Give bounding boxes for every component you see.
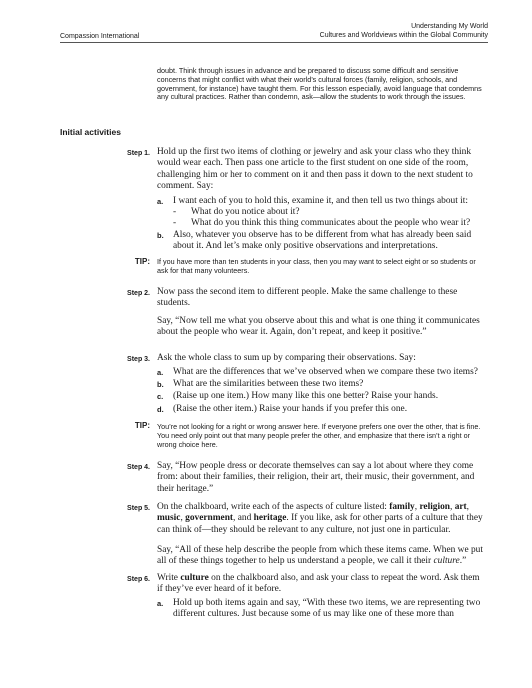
keyword-culture-bold: culture — [180, 573, 209, 583]
item-text: (Raise up one item.) How many like this one better? Raise your hands. — [173, 391, 439, 401]
item-text: What are the differences that we’ve observed when we compare these two items? — [173, 367, 478, 377]
header-organization: Compassion International — [60, 33, 140, 40]
step-6-text: Write culture on the chalkboard also, and ask your class to repeat the word. Ask them if they’ve ever heard of it before. — [157, 573, 480, 595]
item-letter: c. — [157, 392, 164, 401]
dash-text: What do you think this thing communicates about the people who wear it? — [191, 218, 471, 228]
tip-2-label: TIP: — [134, 421, 150, 430]
keyword-music: music — [157, 513, 181, 524]
intro-paragraph: doubt. Think through issues in advance and be prepared to discuss some difficult and sensitive concerns that might conflict with what their world’s cultural forces (family, religion, schools, and government, for instance) have taught them. For this lesson especially, avoid language that condemns any cultural practices. Rather than condemn, ask—allow the students to work through the issues. — [157, 66, 482, 102]
item-letter: d. — [157, 405, 164, 414]
item-text: Hold up both items again and say, “With these two items, we are representing two different cultures. Just because some of us may like one of these more than — [173, 598, 481, 620]
item-letter: b. — [157, 231, 164, 240]
step-6-label: Step 6. — [127, 576, 150, 583]
dash-text: What do you notice about it? — [191, 207, 300, 217]
step-1-text: Hold up the first two items of clothing or jewelry and ask your class who they think would wear each. Then pass one article to the first student on one side of the room, challenging him or her to comment on it and then pass it down to the next student to comment. Say: — [157, 147, 473, 192]
item-letter: a. — [157, 197, 164, 206]
header-title — [320, 23, 488, 40]
step-3-text: Ask the whole class to sum up by comparing their observations. Say: — [157, 353, 416, 363]
page-header — [60, 20, 488, 43]
step-4-text: Say, “How people dress or decorate themselves can say a lot about where they come from: about their families, their religion, their art, their music, their government, and their heritage.” — [157, 461, 475, 494]
keyword-religion: religion — [419, 502, 450, 512]
step-5-text: On the chalkboard, write each of the aspects of culture listed: family, religion, art, music, government, and heritage. If you like, ask for other parts of a culture that they can think of—they should be relevant to any culture, not just one in particular. — [157, 502, 483, 535]
tip-1-label: TIP: — [134, 257, 150, 266]
dash-bullet: - — [173, 207, 177, 217]
step-2-quote: Say, “Now tell me what you observe about this and what is one thing it communicates about the people who wear it. Again, don’t repeat, and keep it positive.” — [157, 316, 480, 338]
step-4-label: Step 4. — [127, 464, 150, 471]
header-book-title: Understanding My World — [411, 23, 488, 30]
keyword-culture: culture — [433, 556, 460, 567]
tip-1-text: If you have more than ten students in your class, then you may want to select eight or so students or ask for that many volunteers. — [157, 257, 476, 275]
item-text: Also, whatever you observe has to be different from what has already been said about it. And let’s make only positive observations and interpretations. — [173, 230, 472, 252]
header-book-subtitle: Cultures and Worldviews within the Global Community — [319, 31, 488, 39]
tip-2-text: You’re not looking for a right or wrong answer here. If everyone prefers one over the other, that is fine. You need only point out that many people prefer the other, and emphasize that there isn’t a right or wrong choice here. — [157, 422, 481, 449]
keyword-government: government — [185, 513, 234, 524]
step-5-label: Step 5. — [127, 505, 150, 512]
keyword-art: art — [454, 502, 467, 512]
step-1-label: Step 1. — [127, 150, 150, 157]
step-2-label: Step 2. — [127, 290, 150, 297]
dash-bullet: - — [173, 218, 177, 228]
item-text: I want each of you to hold this, examine it, and then tell us two things about it: — [173, 196, 469, 206]
step-2-text: Now pass the second item to different people. Make the same challenge to these students. — [157, 287, 458, 309]
item-letter: a. — [157, 599, 164, 608]
keyword-heritage: heritage — [253, 513, 287, 524]
step-5-quote: Say, “All of these help describe the people from which these items came. When we put all of these things together to help us understand a people, we call it their culture.” — [157, 545, 483, 567]
item-letter: a. — [157, 368, 164, 377]
item-text: (Raise the other item.) Raise your hands if you prefer this one. — [173, 404, 408, 414]
section-title: Initial activities — [60, 127, 121, 137]
item-text: What are the similarities between these two items? — [173, 379, 364, 389]
keyword-family: family — [389, 502, 415, 512]
step-3-label: Step 3. — [127, 356, 150, 363]
item-letter: b. — [157, 380, 164, 389]
